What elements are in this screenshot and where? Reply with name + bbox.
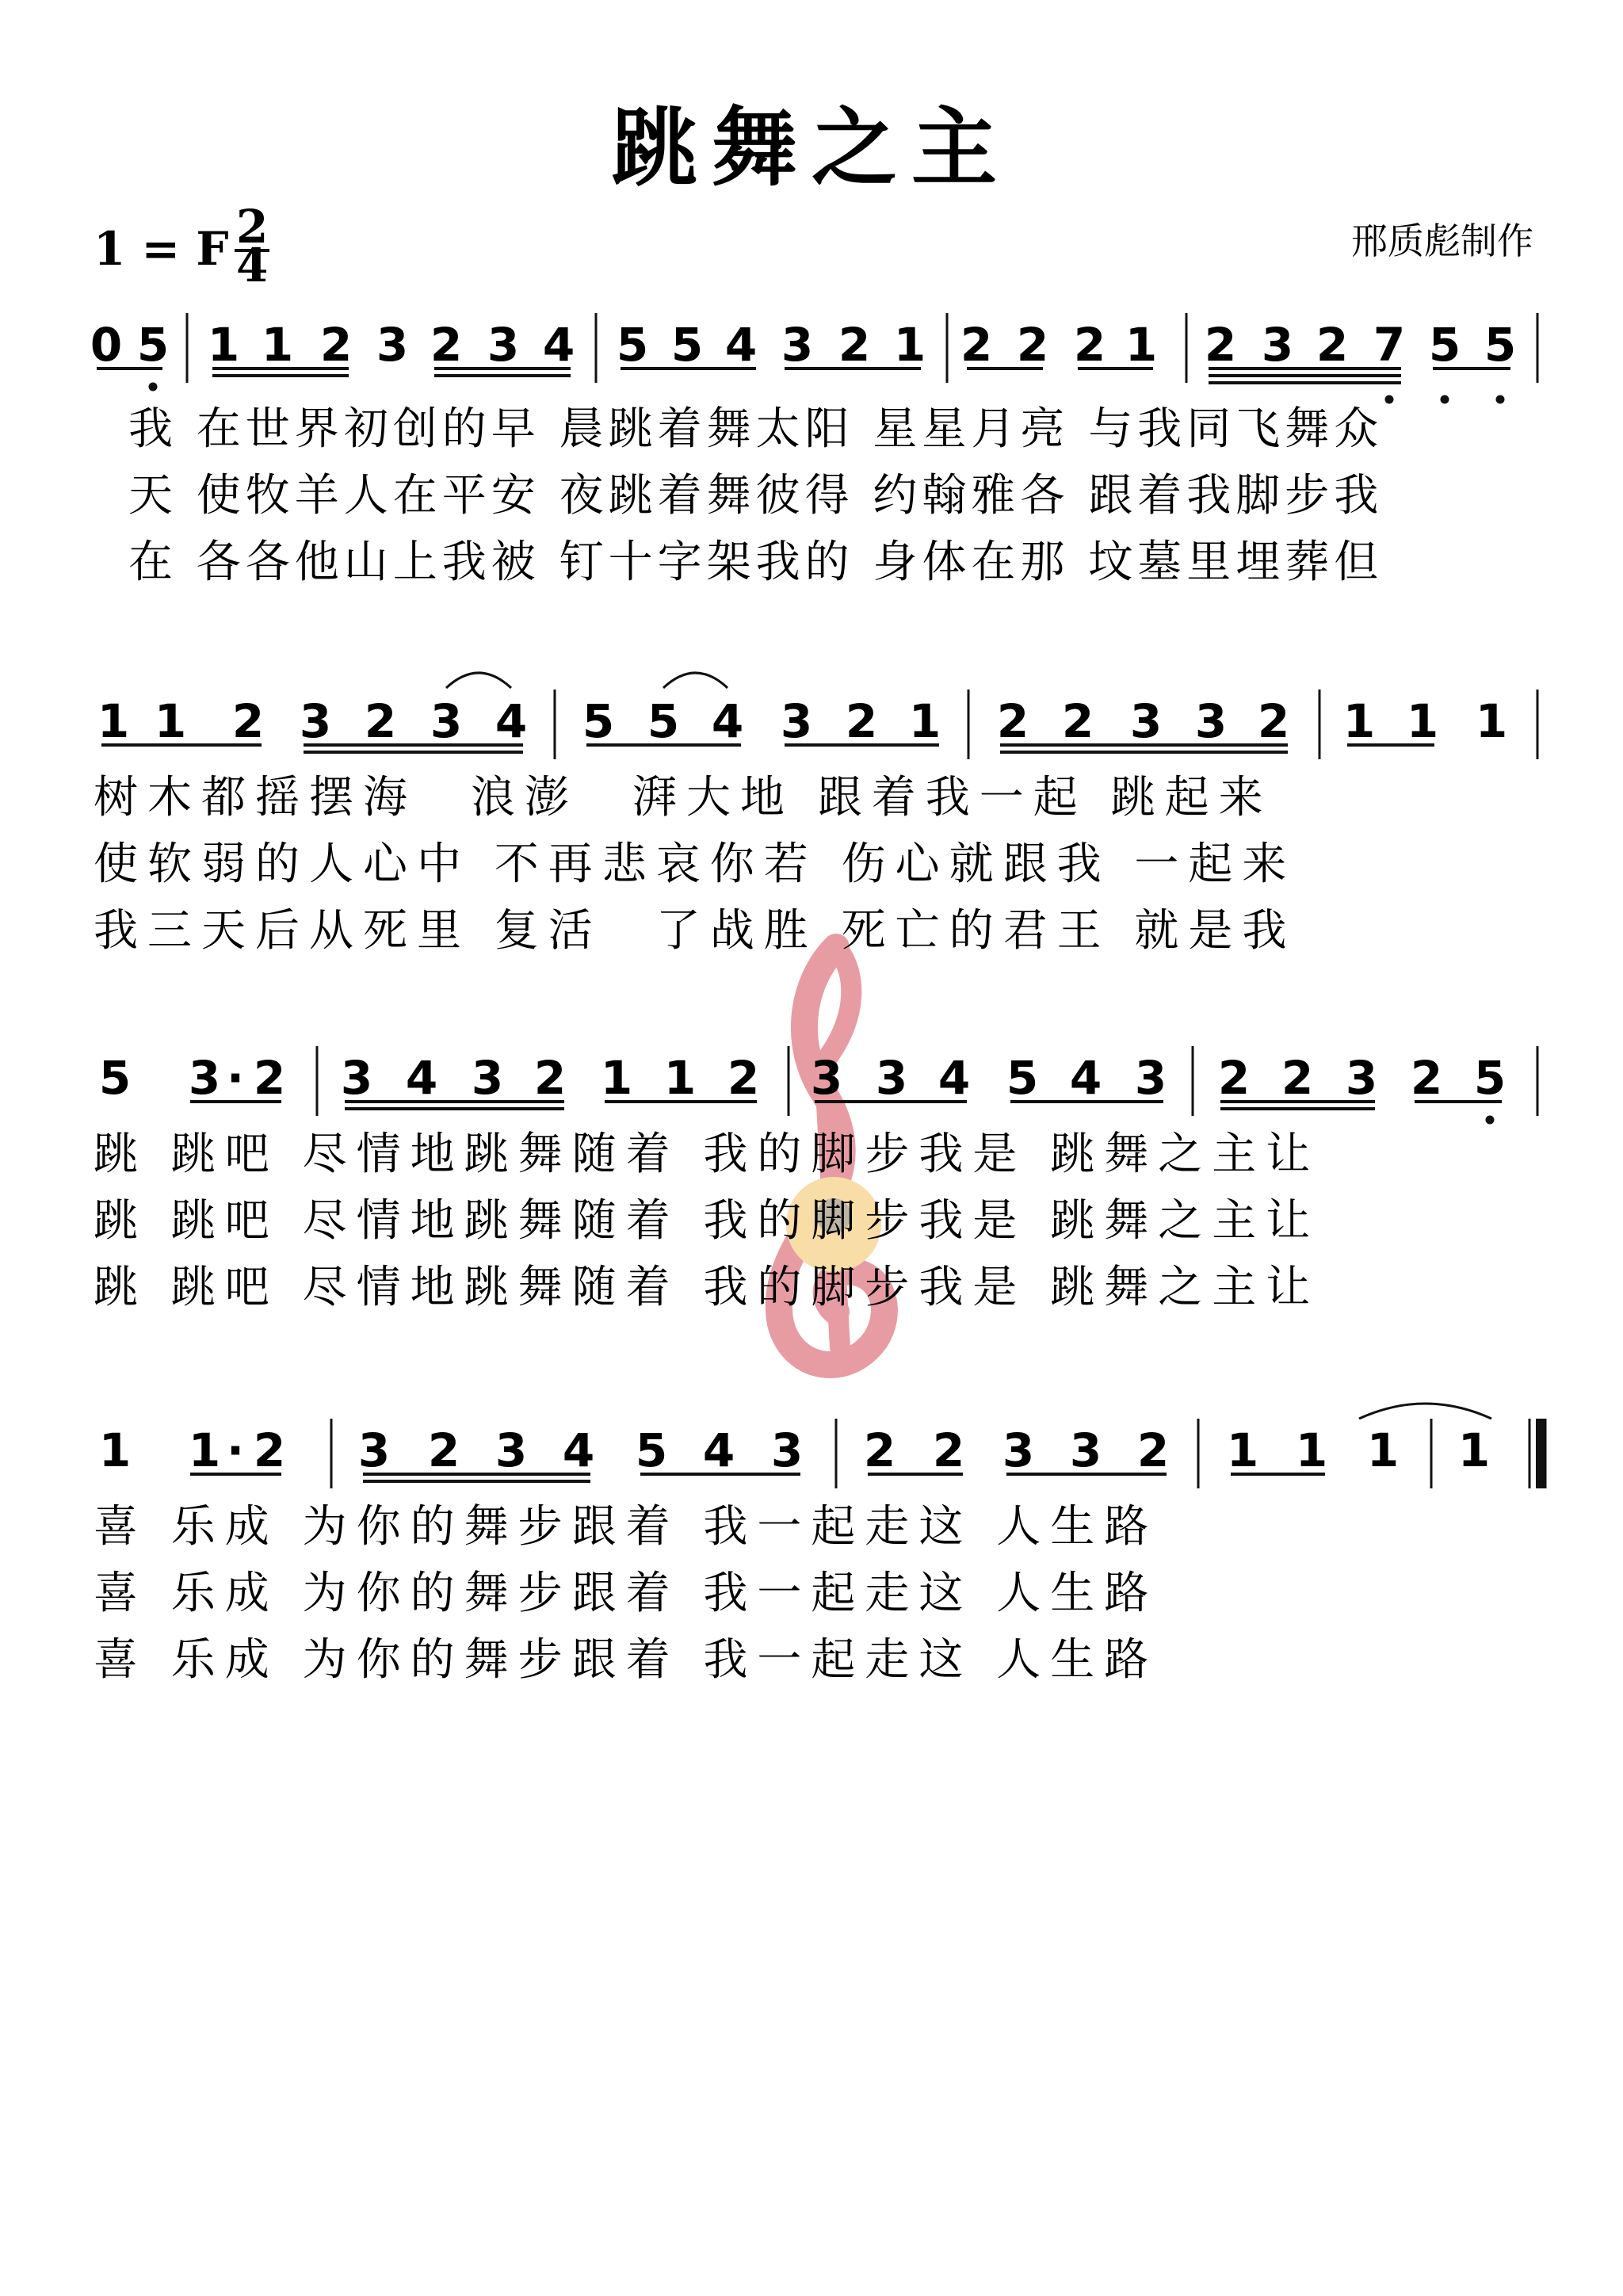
note: 5 — [1006, 1051, 1039, 1105]
slur-arc — [446, 673, 511, 688]
note: 2 — [838, 318, 871, 372]
lyric-line: 喜 乐成 为你的舞步跟着 我一起走这 人生路 — [94, 1501, 1159, 1553]
note: 2 — [364, 694, 397, 748]
note: 3 — [810, 1051, 843, 1105]
note: 3 — [781, 318, 814, 372]
time-signature-bottom: 4 — [236, 239, 269, 292]
note: 5 — [1428, 318, 1461, 372]
note: 4 — [1069, 1051, 1102, 1105]
arranger-credit: 邢质彪制作 — [1351, 220, 1533, 262]
note: 2 — [960, 318, 993, 372]
note: 4 — [724, 318, 758, 372]
note: 4 — [542, 318, 575, 372]
note: 1 — [908, 694, 941, 748]
note: 2 — [253, 1051, 286, 1105]
note: 1 — [188, 1423, 221, 1477]
slur-arc — [1359, 1404, 1491, 1419]
note: 1 — [97, 694, 130, 748]
key-signature — [94, 200, 269, 292]
note: 2 — [533, 1051, 567, 1105]
note: 3 — [340, 1051, 373, 1105]
note: 0 — [90, 318, 123, 372]
note: 1 — [1457, 1423, 1491, 1477]
note: 3 — [1069, 1423, 1102, 1477]
lyric-line: 跳 跳吧 尽情地跳舞随着 我的脚步我是 跳舞之主让 — [94, 1129, 1320, 1180]
note: 2 — [727, 1051, 760, 1105]
note: 3 — [299, 694, 332, 748]
note: 5 — [635, 1423, 668, 1477]
note: 4 — [938, 1051, 971, 1105]
note: 1 — [1475, 694, 1508, 748]
note: 2 — [863, 1423, 896, 1477]
note: 2 — [1257, 694, 1290, 748]
note: 1 — [1226, 1423, 1259, 1477]
lyric-line: 天 使牧羊人在平安 夜跳着舞彼得 约翰雅各 跟着我脚步我 — [128, 470, 1384, 521]
note: 4 — [702, 1423, 735, 1477]
lyric-line: 我三天后从死里 复活 了战胜 死亡的君王 就是我 — [94, 905, 1296, 957]
note: 4 — [562, 1423, 595, 1477]
note: · — [226, 1423, 245, 1477]
note: 2 — [1061, 694, 1094, 748]
note: · — [226, 1051, 245, 1105]
note: 1 — [154, 694, 187, 748]
lyric-line: 跳 跳吧 尽情地跳舞随着 我的脚步我是 跳舞之主让 — [94, 1262, 1320, 1313]
note: 3 — [770, 1423, 804, 1477]
note: 2 — [1410, 1051, 1443, 1105]
note: 5 — [136, 318, 170, 372]
note: 5 — [98, 1051, 132, 1105]
octave-dot — [1486, 1116, 1495, 1125]
note: 3 — [1345, 1051, 1378, 1105]
note: 3 — [1002, 1423, 1035, 1477]
lyric-line: 跳 跳吧 尽情地跳舞随着 我的脚步我是 跳舞之主让 — [94, 1195, 1320, 1247]
note: 3 — [875, 1051, 908, 1105]
lyric-line: 我 在世界初创的早 晨跳着舞太阳 星星月亮 与我同飞舞众 — [128, 403, 1384, 455]
lyric-line: 使软弱的人心中 不再悲哀你若 伤心就跟我 一起来 — [94, 839, 1296, 890]
note: 3 — [357, 1423, 391, 1477]
note: 5 — [616, 318, 649, 372]
note: 2 — [1204, 318, 1237, 372]
note: 1 — [1366, 1423, 1400, 1477]
lyric-line: 树木都摇摆海 浪澎 湃大地 跟着我一起 跳起来 — [94, 772, 1273, 823]
note: 5 — [670, 318, 704, 372]
note: 5 — [1473, 1051, 1507, 1105]
note: 3 — [430, 694, 463, 748]
lyric-line: 喜 乐成 为你的舞步跟着 我一起走这 人生路 — [94, 1634, 1159, 1686]
octave-dot — [1441, 395, 1449, 404]
octave-dot — [149, 383, 158, 392]
note: 4 — [495, 694, 528, 748]
octave-dot — [1496, 395, 1505, 404]
note: 1 — [98, 1423, 132, 1477]
note: 3 — [487, 318, 520, 372]
note: 2 — [430, 318, 463, 372]
note: 3 — [471, 1051, 504, 1105]
note: 1 — [261, 318, 294, 372]
note: 4 — [711, 694, 744, 748]
lyric-line: 在 各各他山上我被 钉十字架我的 身体在那 坟墓里埋葬但 — [128, 537, 1384, 588]
note: 5 — [582, 694, 615, 748]
note: 3 — [1261, 318, 1294, 372]
note: 3 — [376, 318, 409, 372]
note: 2 — [996, 694, 1029, 748]
note: 3 — [188, 1051, 221, 1105]
note: 2 — [1281, 1051, 1314, 1105]
note: 3 — [495, 1423, 528, 1477]
note: 1 — [663, 1051, 697, 1105]
note: 4 — [405, 1051, 438, 1105]
note: 2 — [932, 1423, 965, 1477]
note: 3 — [1129, 694, 1163, 748]
note: 3 — [1194, 694, 1228, 748]
final-bar-thick — [1536, 1419, 1545, 1488]
octave-dot — [1385, 395, 1394, 404]
note: 2 — [1136, 1423, 1170, 1477]
note: 5 — [1484, 318, 1517, 372]
note: 2 — [319, 318, 353, 372]
lyric-line: 喜 乐成 为你的舞步跟着 我一起走这 人生路 — [94, 1568, 1159, 1619]
time-signature-top: 2 — [236, 200, 269, 254]
note: 2 — [231, 694, 265, 748]
note: 7 — [1373, 318, 1406, 372]
note: 1 — [600, 1051, 633, 1105]
note: 1 — [1125, 318, 1158, 372]
note: 5 — [647, 694, 680, 748]
note: 3 — [1134, 1051, 1167, 1105]
note: 2 — [845, 694, 878, 748]
key-label: 1 = F — [94, 222, 229, 276]
note: 2 — [1316, 318, 1349, 372]
note: 2 — [427, 1423, 460, 1477]
slur-arc — [663, 673, 727, 688]
note: 2 — [1016, 318, 1049, 372]
note: 3 — [780, 694, 813, 748]
note: 1 — [1342, 694, 1376, 748]
note: 2 — [1073, 318, 1106, 372]
note: 1 — [207, 318, 240, 372]
song-title: 跳舞之主 — [611, 98, 1012, 198]
note: 2 — [1217, 1051, 1251, 1105]
note: 1 — [1295, 1423, 1328, 1477]
note: 1 — [893, 318, 926, 372]
note: 2 — [253, 1423, 286, 1477]
note: 1 — [1406, 694, 1439, 748]
